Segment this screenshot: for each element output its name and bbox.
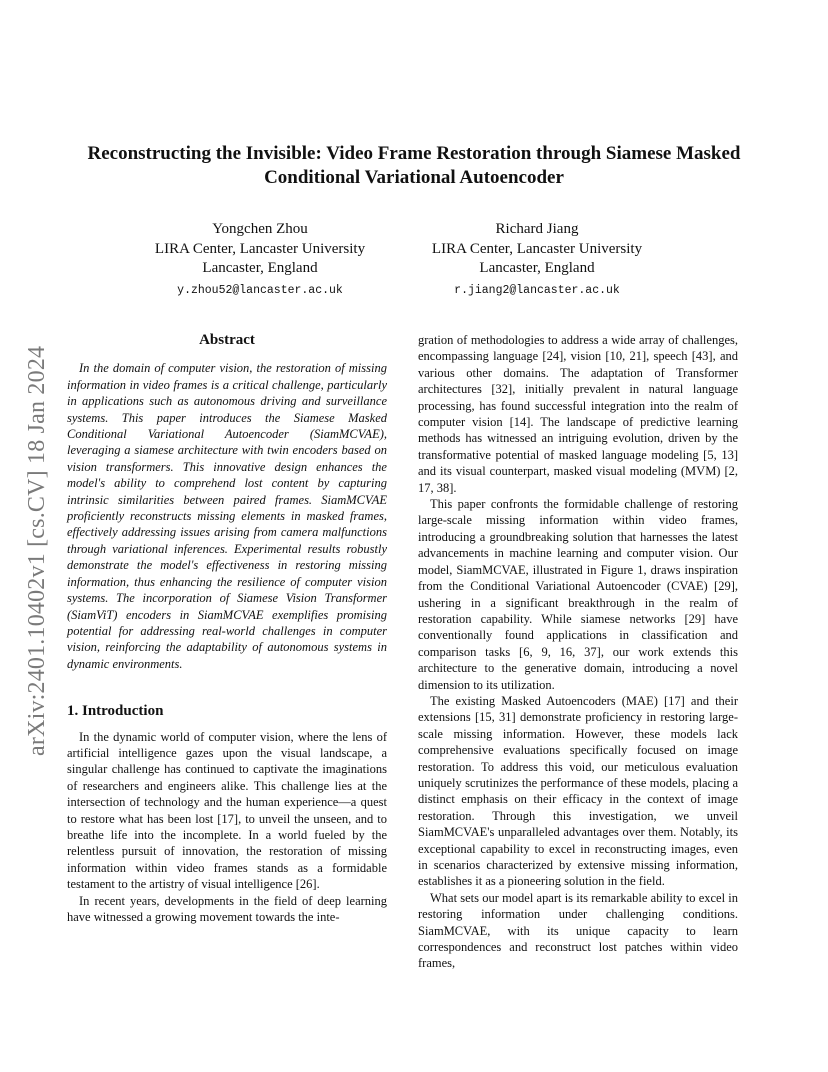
author-location: Lancaster, England [479, 260, 595, 276]
author-affiliation: LIRA Center, Lancaster University [154, 240, 366, 257]
body-paragraph: The existing Masked Autoencoders (MAE) [17] and their extensions [15, 31] demonstrate proficiency in restoring large-scale missing information. However, these models lack comprehensive evaluations specifically focused on image restoration. To address this void, our meticulous evaluation uniquely scrutinizes the performance of these models, placing a distinct emphasis on their efficacy in the context of image restoration. Through this investigation, we unveil SiamMCVAE's unparalleled advantages over them. Notably, its exceptional capability to excel in reconstructing images, even in scenarios characterized by extensive missing information, establishes it as a pioneering solution in the field. [418, 693, 738, 889]
intro-paragraph-2: In recent years, developments in the field of deep learning have witnessed a growing movement towards the inte- [67, 893, 387, 924]
author-name: Richard Jiang [495, 221, 579, 237]
abstract-heading: Abstract [199, 332, 255, 348]
intro-paragraph-1: In the dynamic world of computer vision, where the lens of artificial intelligence gazes upon the visual landscape, a singular challenge has continued to captivate the imaginations of researchers and engineers alike. This challenge lies at the intersection of technology and the human experience—a quest to restore what has been lost [17], to unveil the unseen, and to breathe life into the incomplete. In a world fueled by the relentless pursuit of innovation, the restoration of missing information within video frames stands as a formidable testament to the artistry of visual intelligence [26]. [67, 729, 387, 892]
author-block-1 [140, 220, 380, 299]
author-affiliation: LIRA Center, Lancaster University [431, 240, 643, 257]
body-paragraph: What sets our model apart is its remarkable ability to excel in restoring information under challenging conditions. SiamMCVAE, with its unique capacity to learn correspondences and reconstruct lost patches within video frames, [418, 890, 738, 971]
body-paragraph: This paper confronts the formidable challenge of restoring large-scale missing information within video frames, introducing a groundbreaking solution that harnesses the latest advancements in machine learning and computer vision. Our model, SiamMCVAE, illustrated in Figure 1, draws inspiration from the Conditional Variational Autoencoder (CVAE) [29], ushering in a significant breakthrough in the realm of restoration capability. While siamese networks [29] have conventionally found applications in classification and comparison tasks [6, 9, 16, 37], our work extends this architecture to the generative domain, introducing a novel dimension to its utilization. [418, 497, 738, 692]
author-block-2 [412, 220, 662, 299]
arxiv-watermark: arXiv:2401.10402v1 [cs.CV] 18 Jan 2024 [24, 345, 50, 756]
author-location: Lancaster, England [202, 260, 318, 276]
right-column [418, 332, 738, 972]
body-paragraph: gration of methodologies to address a wide array of challenges, encompassing language [24], vision [10, 21], speech [43], and various other domains. The adaptation of Transformer architectures [32], initially prevalent in natural language processing, has found successful integration into the realm of computer vision [14]. The landscape of predictive learning methods has witnessed an intriguing evolution, driven by the transformative potential of masked language modeling [5, 13] and its visual counterpart, masked visual modeling (MVM) [2, 17, 38]. [418, 333, 738, 495]
author-email: r.jiang2@lancaster.ac.uk [454, 283, 620, 297]
author-email: y.zhou52@lancaster.ac.uk [177, 283, 343, 297]
section-heading-introduction: 1. Introduction [67, 703, 164, 720]
abstract-text: In the domain of computer vision, the restoration of missing information in video frames is a critical challenge, particularly in applications such as autonomous driving and surveillance systems. This paper introduces the Siamese Masked Conditional Variational Autoencoder (SiamMCVAE), leveraging a siamese architecture with twin encoders based on vision transformers. This innovative design enhances the model's ability to comprehend lost content by capturing intrinsic similarities between paired frames. SiamMCVAE proficiently reconstructs missing elements in masked frames, effectively addressing issues arising from camera malfunctions through variational inferences. Experimental results robustly demonstrate the model's effectiveness in restoring missing information, thus enhancing the resilience of computer vision systems. The incorporation of Siamese Vision Transformer (SiamViT) encoders in SiamMCVAE exemplifies promising potential for addressing real-world challenges in computer vision, reinforcing the adaptability of autonomous systems in dynamic environments. [67, 361, 387, 671]
paper-title: Reconstructing the Invisible: Video Frame Restoration through Siamese Masked Conditional Variational Autoencoder [87, 143, 741, 188]
left-column [67, 332, 387, 925]
author-name: Yongchen Zhou [212, 221, 308, 237]
